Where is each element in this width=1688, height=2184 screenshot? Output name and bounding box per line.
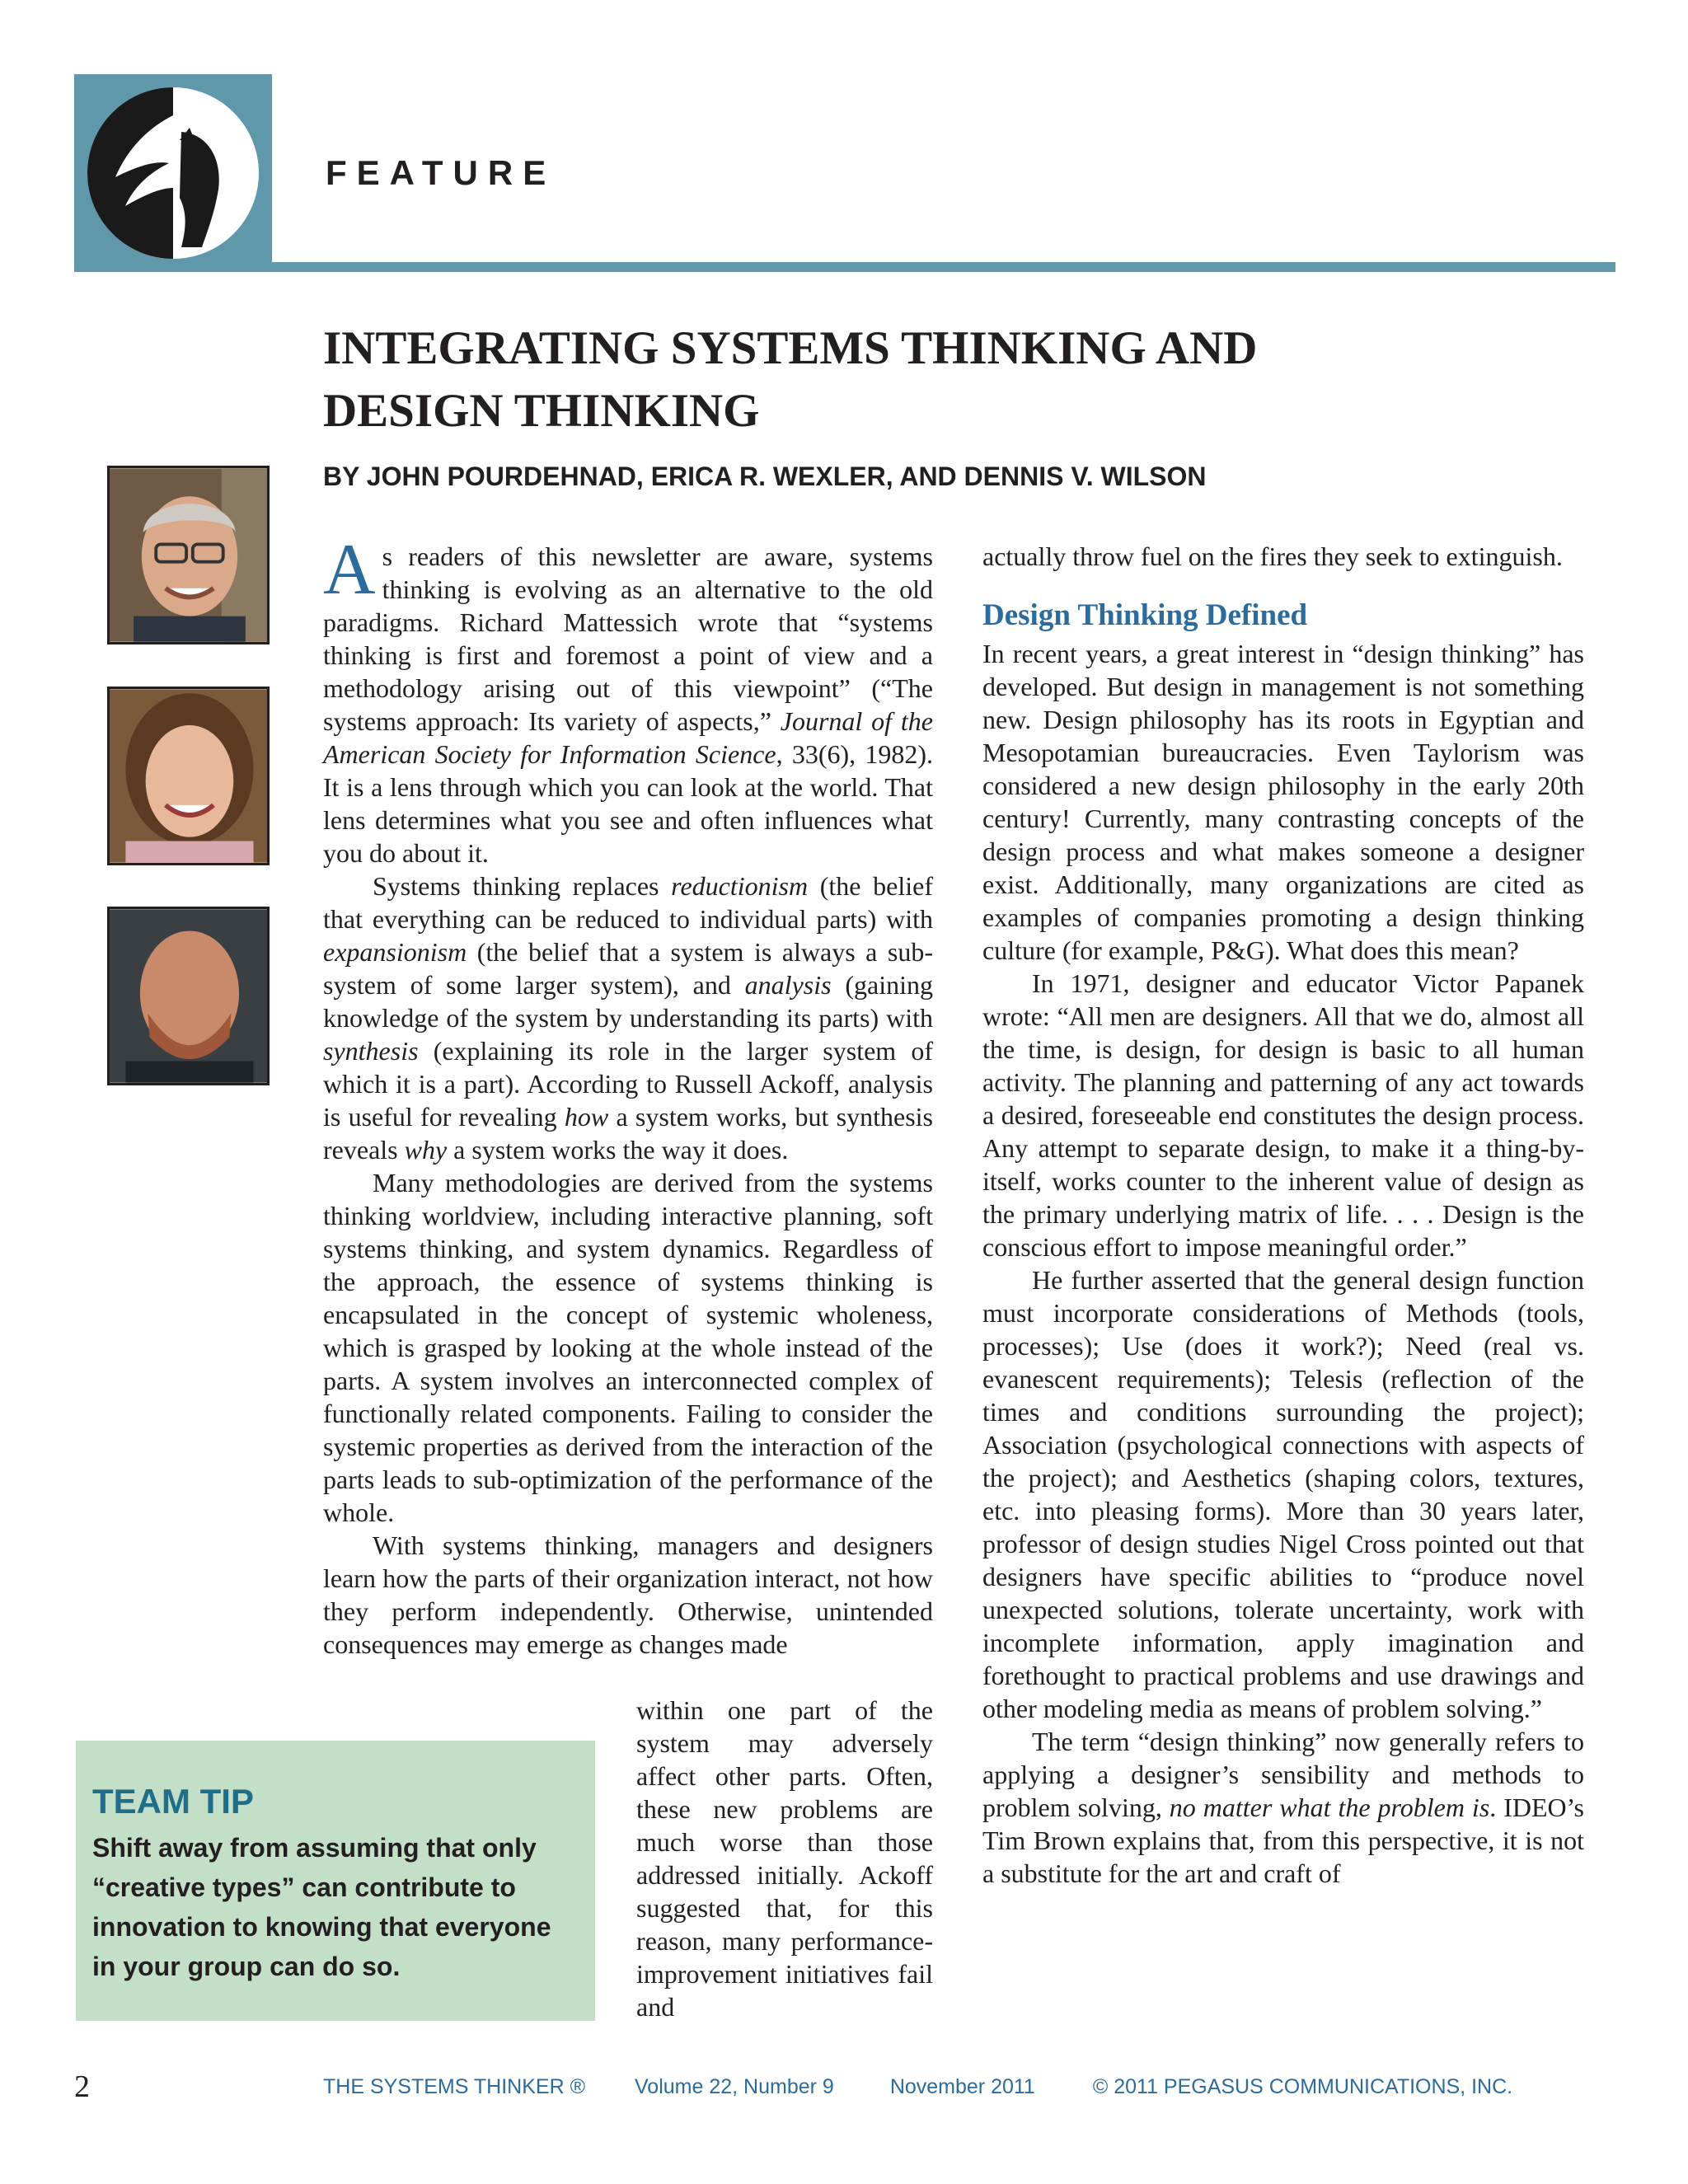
author-photo-2 <box>107 687 270 865</box>
publication-logo <box>74 74 272 272</box>
paragraph-methodologies: Many methodologies are derived from the systems thinking worldview, including interactive planning, soft systems thinking, and system dynamics. Regardless of the approach, the essence of systems thinking is encapsulated in the concept of systemic wholeness, which is grasped by looking at the whole instead of the parts. A system involves an interconnected complex of functionally related components. Failing to consider the systemic properties as derived from the interaction of the parts leads to sub-optimization of the performance of the whole. <box>323 1168 933 1527</box>
title-line-1: INTEGRATING SYSTEMS THINKING AND <box>323 322 1258 374</box>
portrait-woman-icon <box>110 689 267 863</box>
portrait-man-glasses-icon <box>110 468 267 642</box>
subhead-design-thinking: Design Thinking Defined <box>982 598 1308 632</box>
page-number: 2 <box>74 2069 90 2104</box>
article-title <box>323 317 1518 443</box>
paragraph-reductionism: Systems thinking replaces reductionism (the belief that everything can be reduced to individual parts) with expansionism (the belief that a system is always a sub-system of some larger system), and analysis (gaining knowledge of the system by understanding its parts) with synthesis (explaining its role in the larger system of which it is a part). According to Russell Ackoff, analysis is useful for revealing how a system works, but synthesis reveals why a system works the way it does. <box>323 871 934 1165</box>
paragraph-design-interest: In recent years, a great interest in “design thinking” has developed. But design in management is not something new. Design philosophy has its roots in Egyptian and Mesopotamian bureaucracies. Even Taylorism was considered a new design philosophy in the early 20th century! Currently, many contrasting concepts of the design process and what makes someone a designer exist. Additionally, many organizations are cited as examples of companies promoting a design thinking culture (for example, P&G). What does this mean? <box>982 639 1584 965</box>
section-label: FEATURE <box>326 153 556 192</box>
title-line-2: DESIGN THINKING <box>323 385 760 437</box>
byline: BY JOHN POURDEHNAD, ERICA R. WEXLER, AND DENNIS V. WILSON <box>323 462 1207 491</box>
team-tip-title: TEAM TIP <box>92 1782 254 1821</box>
footer-copyright: © 2011 PEGASUS COMMUNICATIONS, INC. <box>1092 2075 1513 2098</box>
paragraph-papanek: In 1971, designer and educator Victor Papanek wrote: “All men are designers. All that we do, almost all the time, is design, for design is basic to all human activity. The planning and patterning of any act towards a desired, foreseeable end constitutes the design process. Any attempt to separate design, to make it a thing-by-itself, works counter to the inherent value of design as the primary underlying matrix of life. . . . Design is the conscious effort to impose meaningful order.” <box>982 968 1584 1262</box>
team-tip-text: Shift away from assuming that only “creative types” can contribute to innovation to knowing that everyone in your group can do so. <box>92 1833 551 1981</box>
footer-volume: Volume 22, Number 9 <box>635 2075 834 2098</box>
footer-publication: THE SYSTEMS THINKER ® <box>323 2075 586 2098</box>
drop-cap: A <box>323 530 376 610</box>
paragraph-term: The term “design thinking” now generally refers to applying a designer’s sensibility and methods to problem solving, no matter what the problem is. IDEO’s Tim Brown explains that, from this perspective, it is not a substitute for the art and craft of <box>982 1727 1585 1888</box>
footer <box>323 2075 1609 2099</box>
column-1 <box>323 530 934 1661</box>
column-1-continued <box>636 1694 933 2023</box>
author-photo-3 <box>107 907 270 1085</box>
paragraph-managers: With systems thinking, managers and designers learn how the parts of their organization interact, not how they perform independently. Otherwise, unintended consequences may emerge as changes made <box>323 1530 933 1659</box>
column-2 <box>982 540 1584 1890</box>
paragraph-fuel: actually throw fuel on the fires they seek to extinguish. <box>982 541 1563 571</box>
portrait-man-beard-icon <box>110 909 267 1083</box>
header-rule <box>74 262 1615 272</box>
footer-date: November 2011 <box>889 2075 1035 2098</box>
paragraph-managers-continued: within one part of the system may adversely affect other parts. Often, these new problems are much worse than those addressed initially. Ackoff suggested that, for this reason, many performance-improvement initiatives fail and <box>636 1695 933 2022</box>
pegasus-logo-icon <box>82 82 264 264</box>
author-photo-1 <box>107 466 270 644</box>
team-tip-box <box>76 1741 595 2021</box>
paragraph-intro: As readers of this newsletter are aware, systems thinking is evolving as an alternative to the old paradigms. Richard Mattessich wrote that “systems thinking is first and foremost a point of view and a methodology arising out of this viewpoint” (“The systems approach: Its variety of aspects,” Journal of the American Society for Information Science, 33(6), 1982). It is a lens through which you can look at the world. That lens determines what you see and often influences what you do about it. <box>323 530 934 868</box>
paragraph-design-function: He further asserted that the general design function must incorporate considerations of Methods (tools, processes); Use (does it work?); Need (real vs. evanescent requirements); Telesis (reflection of the times and conditions surrounding the project); Association (psychological connections with aspects of the project); and Aesthetics (shaping colors, textures, etc. into pleasing forms). More than 30 years later, professor of design studies Nigel Cross pointed out that designers have specific abilities to “produce novel unexpected solutions, tolerate uncertainty, work with incomplete information, apply imagination and forethought to practical problems and use drawings and other modeling media as means of problem solving.” <box>982 1265 1584 1723</box>
